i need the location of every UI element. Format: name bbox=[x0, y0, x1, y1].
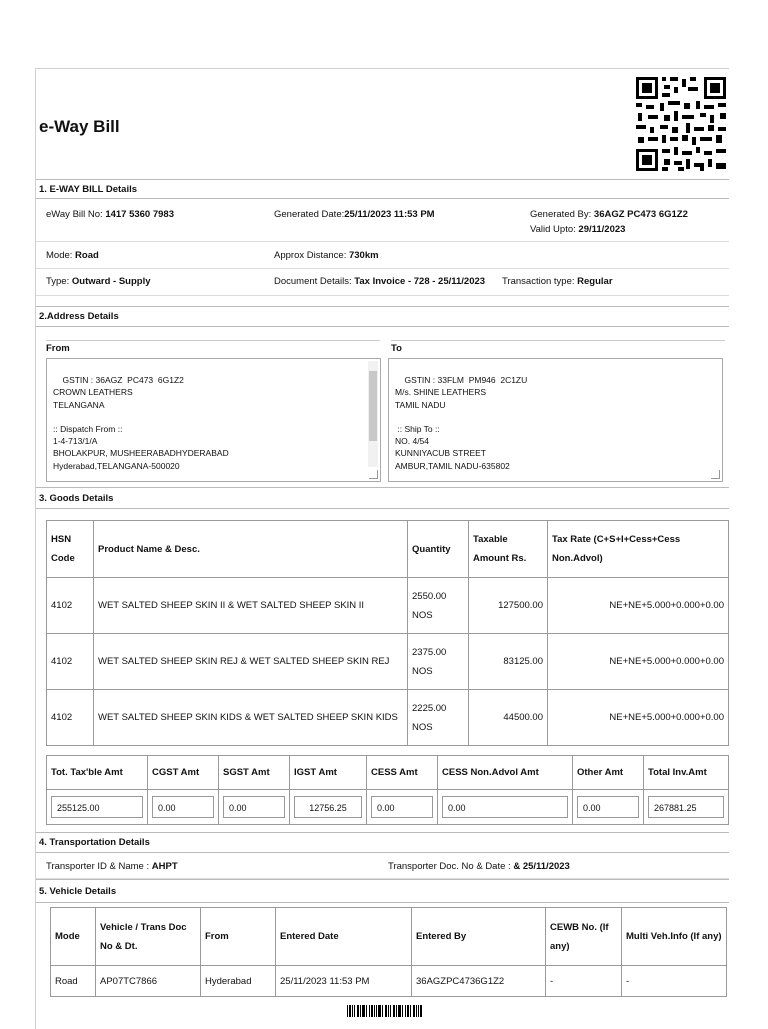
cell-mode: Road bbox=[51, 966, 96, 997]
table-row bbox=[51, 966, 727, 997]
generated-date: Generated Date:25/11/2023 11:53 PM bbox=[274, 209, 435, 220]
cell-hsn: 4102 bbox=[47, 578, 94, 634]
from-label: From bbox=[46, 340, 380, 354]
section-address-details: 2.Address Details bbox=[36, 306, 729, 327]
cgst-field: 0.00 bbox=[152, 796, 214, 818]
cell-taxable: 83125.00 bbox=[469, 634, 548, 690]
th-igst: IGST Amt bbox=[290, 756, 367, 790]
goods-table bbox=[46, 520, 729, 746]
th-mode: Mode bbox=[51, 908, 96, 966]
sgst-field: 0.00 bbox=[223, 796, 285, 818]
section-transport-details: 4. Transportation Details bbox=[36, 832, 729, 853]
type: Type: Outward - Supply bbox=[46, 276, 151, 287]
from-address-scrollbar[interactable] bbox=[368, 361, 378, 467]
cell-cewb: - bbox=[546, 966, 622, 997]
cell-tax-rate: NE+NE+5.000+0.000+0.00 bbox=[548, 634, 729, 690]
transport-row bbox=[36, 853, 729, 879]
transporter-doc: Transporter Doc. No & Date : & 25/11/2023 bbox=[388, 861, 570, 872]
to-label: To bbox=[391, 340, 725, 354]
cell-hsn: 4102 bbox=[47, 690, 94, 746]
th-vehicle: Vehicle / Trans Doc No & Dt. bbox=[96, 908, 201, 966]
th-cess: CESS Amt bbox=[367, 756, 438, 790]
table-row bbox=[47, 634, 729, 690]
th-entered-date: Entered Date bbox=[276, 908, 412, 966]
scrollbar-thumb[interactable] bbox=[369, 371, 377, 441]
ewb-row-2 bbox=[36, 242, 729, 269]
th-sgst: SGST Amt bbox=[219, 756, 290, 790]
mode: Mode: Road bbox=[46, 250, 99, 261]
th-cess-non-advol: CESS Non.Advol Amt bbox=[438, 756, 573, 790]
section-ewb-details: 1. E-WAY BILL Details bbox=[36, 179, 729, 199]
cell-from: Hyderabad bbox=[201, 966, 276, 997]
total-taxable-field: 255125.00 bbox=[51, 796, 143, 818]
th-quantity: Quantity bbox=[408, 521, 469, 578]
transaction-type: Transaction type: Regular bbox=[502, 276, 613, 287]
cell-quantity: 2225.00 NOS bbox=[408, 690, 469, 746]
cell-product: WET SALTED SHEEP SKIN II & WET SALTED SHEEP SKIN II bbox=[94, 578, 408, 634]
resize-grip-icon[interactable] bbox=[711, 470, 720, 479]
cell-taxable: 44500.00 bbox=[469, 690, 548, 746]
th-from: From bbox=[201, 908, 276, 966]
th-product: Product Name & Desc. bbox=[94, 521, 408, 578]
from-address-textarea[interactable] bbox=[46, 358, 381, 482]
ewb-row-1 bbox=[36, 199, 729, 242]
qr-code bbox=[634, 75, 728, 173]
th-taxable: Taxable Amount Rs. bbox=[469, 521, 548, 578]
cell-entered-date: 25/11/2023 11:53 PM bbox=[276, 966, 412, 997]
other-field: 0.00 bbox=[577, 796, 639, 818]
cell-tax-rate: NE+NE+5.000+0.000+0.00 bbox=[548, 578, 729, 634]
cell-tax-rate: NE+NE+5.000+0.000+0.00 bbox=[548, 690, 729, 746]
section-goods-details: 3. Goods Details bbox=[36, 487, 729, 509]
cell-quantity: 2375.00 NOS bbox=[408, 634, 469, 690]
cell-hsn: 4102 bbox=[47, 634, 94, 690]
valid-upto: Valid Upto: 29/11/2023 bbox=[530, 224, 626, 235]
ewb-row-3 bbox=[36, 269, 729, 296]
generated-by: Generated By: 36AGZ PC473 6G1Z2 bbox=[530, 209, 688, 220]
th-other: Other Amt bbox=[573, 756, 644, 790]
section-vehicle-details: 5. Vehicle Details bbox=[36, 879, 729, 903]
cell-taxable: 127500.00 bbox=[469, 578, 548, 634]
approx-distance: Approx Distance: 730km bbox=[274, 250, 379, 261]
ewb-number: eWay Bill No: 1417 5360 7983 bbox=[46, 209, 174, 220]
cess-field: 0.00 bbox=[371, 796, 433, 818]
cell-multi-veh: - bbox=[622, 966, 727, 997]
table-row bbox=[47, 578, 729, 634]
igst-field: 12756.25 bbox=[294, 796, 362, 818]
barcode bbox=[347, 1005, 422, 1017]
th-tax-rate: Tax Rate (C+S+I+Cess+Cess Non.Advol) bbox=[548, 521, 729, 578]
resize-grip-icon[interactable] bbox=[369, 470, 378, 479]
th-cewb: CEWB No. (If any) bbox=[546, 908, 622, 966]
cess-non-advol-field: 0.00 bbox=[442, 796, 568, 818]
th-cgst: CGST Amt bbox=[148, 756, 219, 790]
vehicle-table bbox=[50, 907, 727, 997]
page-title: e-Way Bill bbox=[39, 117, 120, 136]
cell-product: WET SALTED SHEEP SKIN REJ & WET SALTED SHEEP SKIN REJ bbox=[94, 634, 408, 690]
cell-entered-by: 36AGZPC4736G1Z2 bbox=[412, 966, 546, 997]
totals-table bbox=[46, 755, 729, 825]
th-multi-veh: Multi Veh.Info (If any) bbox=[622, 908, 727, 966]
transporter-id: Transporter ID & Name : AHPT bbox=[46, 861, 178, 872]
th-total-inv: Total Inv.Amt bbox=[644, 756, 729, 790]
to-address-textarea[interactable] bbox=[388, 358, 723, 482]
th-hsn: HSN Code bbox=[47, 521, 94, 578]
table-row bbox=[47, 690, 729, 746]
cell-product: WET SALTED SHEEP SKIN KIDS & WET SALTED SHEEP SKIN KIDS bbox=[94, 690, 408, 746]
th-tot-taxable: Tot. Tax'ble Amt bbox=[47, 756, 148, 790]
eway-bill-document bbox=[35, 68, 729, 1029]
cell-vehicle: AP07TC7866 bbox=[96, 966, 201, 997]
from-address-text: GSTIN : 36AGZ PC473 6G1Z2 CROWN LEATHERS TELANGANA :: Dispatch From :: 1-4-713/1/A BHOLAKPUR, MUSHEERABADHYDERABAD Hyderabad,TELANGANA-500020 bbox=[53, 375, 229, 471]
cell-quantity: 2550.00 NOS bbox=[408, 578, 469, 634]
document-details: Document Details: Tax Invoice - 728 - 25/11/2023 bbox=[274, 276, 486, 287]
to-address-text: GSTIN : 33FLM PM946 2C1ZU M/s. SHINE LEATHERS TAMIL NADU :: Ship To :: NO. 4/54 KUNNIYACUB STREET AMBUR,TAMIL NADU-635802 bbox=[395, 375, 528, 471]
th-entered-by: Entered By bbox=[412, 908, 546, 966]
total-inv-field: 267881.25 bbox=[648, 796, 724, 818]
